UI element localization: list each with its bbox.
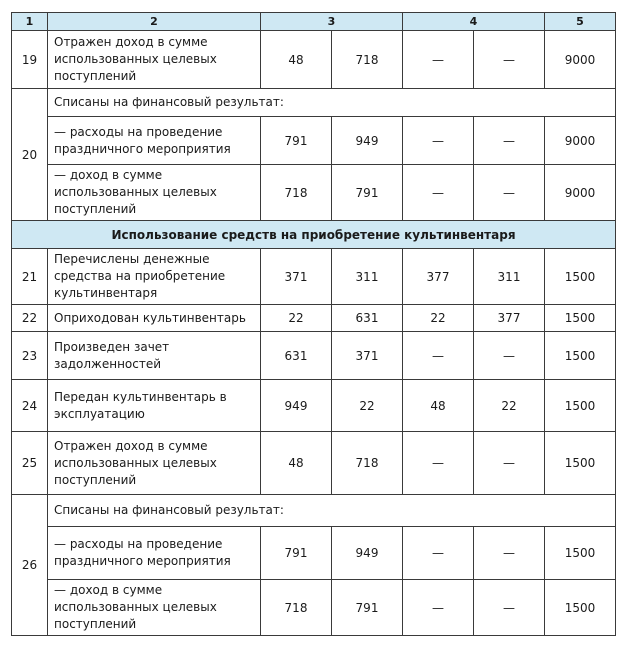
header-cell: 4: [403, 13, 545, 31]
debit-2: 48: [403, 380, 474, 432]
amount: 1500: [545, 380, 616, 432]
credit-2: —: [474, 117, 545, 165]
debit-2: —: [403, 580, 474, 636]
row-description: — расходы на проведение праздничного мероприятия: [48, 117, 261, 165]
debit-1: 48: [261, 432, 332, 495]
debit-2: —: [403, 165, 474, 221]
row-description: Перечислены денежные средства на приобретение культинвентаря: [48, 249, 261, 305]
debit-1: 48: [261, 31, 332, 89]
row-number: 19: [12, 31, 48, 89]
credit-2: 22: [474, 380, 545, 432]
credit-1: 791: [332, 165, 403, 221]
row-number: 24: [12, 380, 48, 432]
debit-1: 22: [261, 305, 332, 332]
amount: 1500: [545, 249, 616, 305]
table-row: [12, 249, 616, 305]
row-description: Оприходован культинвентарь: [48, 305, 261, 332]
amount: 1500: [545, 332, 616, 380]
table-row: [12, 117, 616, 165]
debit-2: —: [403, 527, 474, 580]
row-description: Произведен зачет задолженностей: [48, 332, 261, 380]
amount: 1500: [545, 527, 616, 580]
group-title-row: [12, 495, 616, 527]
row-number: 20: [12, 89, 48, 221]
debit-1: 718: [261, 165, 332, 221]
credit-2: —: [474, 332, 545, 380]
debit-2: 22: [403, 305, 474, 332]
debit-2: —: [403, 332, 474, 380]
row-number: 26: [12, 495, 48, 636]
row-description: — расходы на проведение праздничного мероприятия: [48, 527, 261, 580]
credit-1: 949: [332, 117, 403, 165]
credit-1: 949: [332, 527, 403, 580]
amount: 1500: [545, 432, 616, 495]
debit-1: 949: [261, 380, 332, 432]
accounting-entries-table: [11, 12, 616, 636]
table-row: [12, 580, 616, 636]
credit-2: —: [474, 432, 545, 495]
row-description: — доход в сумме использованных целевых поступлений: [48, 165, 261, 221]
table-row: [12, 527, 616, 580]
credit-2: —: [474, 580, 545, 636]
row-description: Отражен доход в сумме использованных целевых поступлений: [48, 432, 261, 495]
section-title: Использование средств на приобретение культинвентаря: [12, 221, 616, 249]
credit-1: 791: [332, 580, 403, 636]
amount: 9000: [545, 117, 616, 165]
credit-1: 311: [332, 249, 403, 305]
header-cell: 2: [48, 13, 261, 31]
table-row: [12, 305, 616, 332]
credit-2: —: [474, 31, 545, 89]
debit-1: 631: [261, 332, 332, 380]
amount: 1500: [545, 580, 616, 636]
row-description: Отражен доход в сумме использованных целевых поступлений: [48, 31, 261, 89]
group-title: Списаны на финансовый результат:: [48, 495, 616, 527]
table-row: [12, 31, 616, 89]
amount: 9000: [545, 165, 616, 221]
table-row: [12, 380, 616, 432]
debit-2: 377: [403, 249, 474, 305]
group-title-row: [12, 89, 616, 117]
amount: 9000: [545, 31, 616, 89]
row-description: Передан культинвентарь в эксплуатацию: [48, 380, 261, 432]
table-row: [12, 432, 616, 495]
header-row: [12, 13, 616, 31]
row-description: — доход в сумме использованных целевых поступлений: [48, 580, 261, 636]
header-cell: 3: [261, 13, 403, 31]
debit-2: —: [403, 432, 474, 495]
header-cell: 1: [12, 13, 48, 31]
group-title: Списаны на финансовый результат:: [48, 89, 616, 117]
credit-2: —: [474, 165, 545, 221]
row-number: 22: [12, 305, 48, 332]
debit-1: 791: [261, 117, 332, 165]
row-number: 21: [12, 249, 48, 305]
debit-1: 791: [261, 527, 332, 580]
header-cell: 5: [545, 13, 616, 31]
table-row: [12, 332, 616, 380]
debit-1: 371: [261, 249, 332, 305]
credit-1: 718: [332, 432, 403, 495]
credit-2: 377: [474, 305, 545, 332]
credit-2: 311: [474, 249, 545, 305]
section-row: [12, 221, 616, 249]
row-number: 23: [12, 332, 48, 380]
row-number: 25: [12, 432, 48, 495]
credit-1: 371: [332, 332, 403, 380]
credit-2: —: [474, 527, 545, 580]
credit-1: 631: [332, 305, 403, 332]
debit-1: 718: [261, 580, 332, 636]
credit-1: 22: [332, 380, 403, 432]
debit-2: —: [403, 117, 474, 165]
debit-2: —: [403, 31, 474, 89]
amount: 1500: [545, 305, 616, 332]
table-row: [12, 165, 616, 221]
credit-1: 718: [332, 31, 403, 89]
